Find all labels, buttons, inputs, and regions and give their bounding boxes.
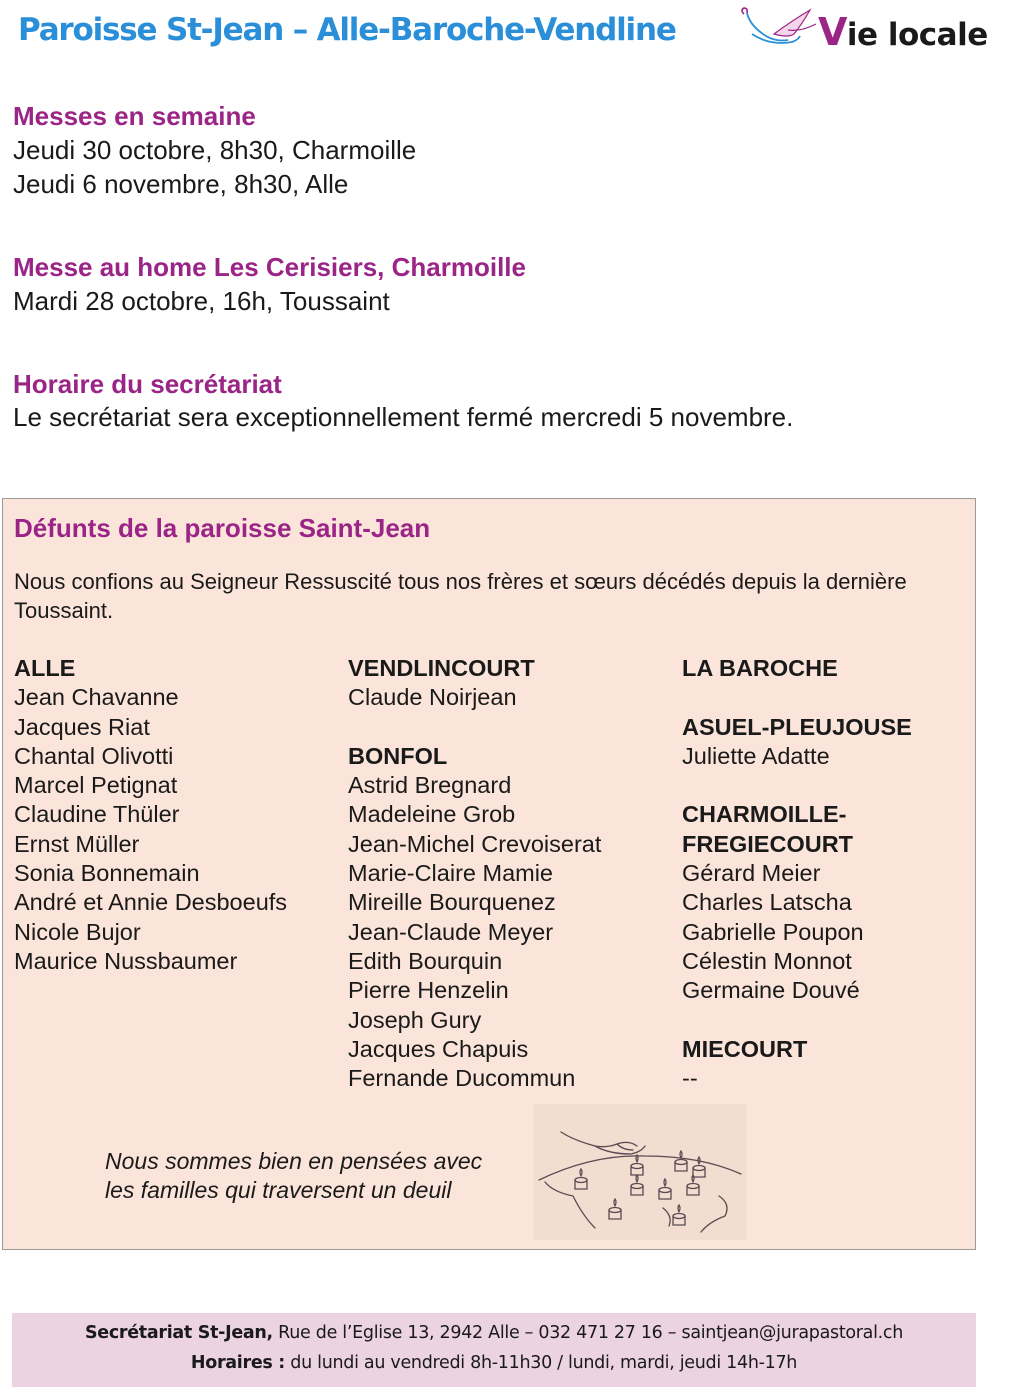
section-heading-messes-semaine: Messes en semaine: [13, 101, 256, 131]
person-name: Claude Noirjean: [348, 684, 517, 711]
footer: [12, 1313, 976, 1387]
footer-hours-label: Horaires :: [190, 1353, 286, 1373]
village-heading: MIECOURT: [682, 1035, 808, 1062]
footer-hours-text: du lundi au vendredi 8h-11h30 / lundi, mardi, jeudi 14h-17h: [285, 1353, 798, 1373]
column-alle: [14, 654, 287, 976]
village-heading: VENDLINCOURT: [348, 655, 535, 681]
column-baroche: [682, 654, 912, 1093]
person-name: Edith Bourquin: [348, 947, 503, 974]
closing-message: [105, 1147, 482, 1205]
person-name: Célestin Monnot: [682, 947, 852, 974]
dove-icon: [736, 4, 826, 58]
section-line: Le secrétariat sera exceptionnellement fermé mercredi 5 novembre.: [13, 402, 794, 432]
logo-initial: V: [818, 10, 847, 54]
person-name: Germaine Douvé: [682, 977, 860, 1004]
defunts-intro: Nous confions au Seigneur Ressuscité tous nos frères et sœurs décédés depuis la dernière Toussaint.: [14, 569, 907, 623]
candles-illustration-icon: [533, 1104, 747, 1240]
person-name: Claudine Thüler: [14, 801, 180, 828]
village-heading: ALLE: [14, 655, 76, 681]
person-name: Ernst Müller: [14, 830, 140, 857]
person-name: Maurice Nussbaumer: [14, 947, 238, 974]
person-name: Mireille Bourquenez: [348, 889, 556, 916]
section-line: Mardi 28 octobre, 16h, Toussaint: [13, 286, 390, 316]
section-line: Jeudi 30 octobre, 8h30, Charmoille: [13, 135, 417, 165]
section-heading-messe-home: Messe au home Les Cerisiers, Charmoille: [13, 252, 526, 282]
person-name: Jean-Michel Crevoiserat: [348, 830, 602, 857]
person-name: Jacques Chapuis: [348, 1035, 529, 1062]
person-name: Chantal Olivotti: [14, 742, 174, 769]
person-name: Madeleine Grob: [348, 801, 516, 828]
person-name: Pierre Henzelin: [348, 977, 509, 1004]
page-title: Paroisse St-Jean – Alle-Baroche-Vendline: [18, 12, 676, 48]
logo-text: [818, 10, 988, 54]
person-name: Astrid Bregnard: [348, 772, 512, 799]
person-name: Jean Chavanne: [14, 684, 179, 711]
closing-line: les familles qui traversent un deuil: [105, 1177, 452, 1203]
person-name: Gabrielle Poupon: [682, 918, 864, 945]
village-heading: ASUEL-PLEUJOUSE: [682, 713, 912, 740]
person-name: Nicole Bujor: [14, 918, 141, 945]
person-name: Charles Latscha: [682, 889, 852, 916]
person-name: André et Annie Desboeufs: [14, 889, 288, 916]
defunts-title: Défunts de la paroisse Saint-Jean: [14, 513, 431, 543]
footer-contact: [12, 1323, 976, 1343]
defunts-box: [2, 498, 976, 1250]
person-name: Sonia Bonnemain: [14, 860, 200, 887]
closing-line: Nous sommes bien en pensées avec: [105, 1148, 483, 1174]
vie-locale-logo: [736, 4, 1001, 58]
person-name: Jean-Claude Meyer: [348, 918, 554, 945]
footer-contact-text: Rue de l’Eglise 13, 2942 Alle – 032 471 27 16 – saintjean@jurapastoral.ch: [272, 1323, 904, 1343]
person-name: --: [682, 1065, 698, 1092]
village-heading: LA BAROCHE: [682, 655, 838, 681]
village-heading: FREGIECOURT: [682, 830, 854, 857]
person-name: Jacques Riat: [14, 713, 150, 740]
person-name: Gérard Meier: [682, 860, 821, 887]
person-name: Joseph Gury: [348, 1006, 482, 1033]
footer-hours: [12, 1353, 976, 1373]
village-heading: CHARMOILLE-: [682, 801, 847, 828]
person-name: Fernande Ducommun: [348, 1065, 576, 1092]
footer-contact-label: Secrétariat St-Jean,: [84, 1323, 273, 1343]
person-name: Marie-Claire Mamie: [348, 860, 554, 887]
village-heading: BONFOL: [348, 742, 448, 769]
logo-rest: ie locale: [846, 17, 988, 53]
person-name: Marcel Petignat: [14, 772, 178, 799]
person-name: Juliette Adatte: [682, 742, 830, 769]
column-vendlincourt-bonfol: [348, 654, 601, 1093]
section-line: Jeudi 6 novembre, 8h30, Alle: [13, 169, 349, 199]
section-heading-horaire-secretariat: Horaire du secrétariat: [13, 369, 282, 399]
